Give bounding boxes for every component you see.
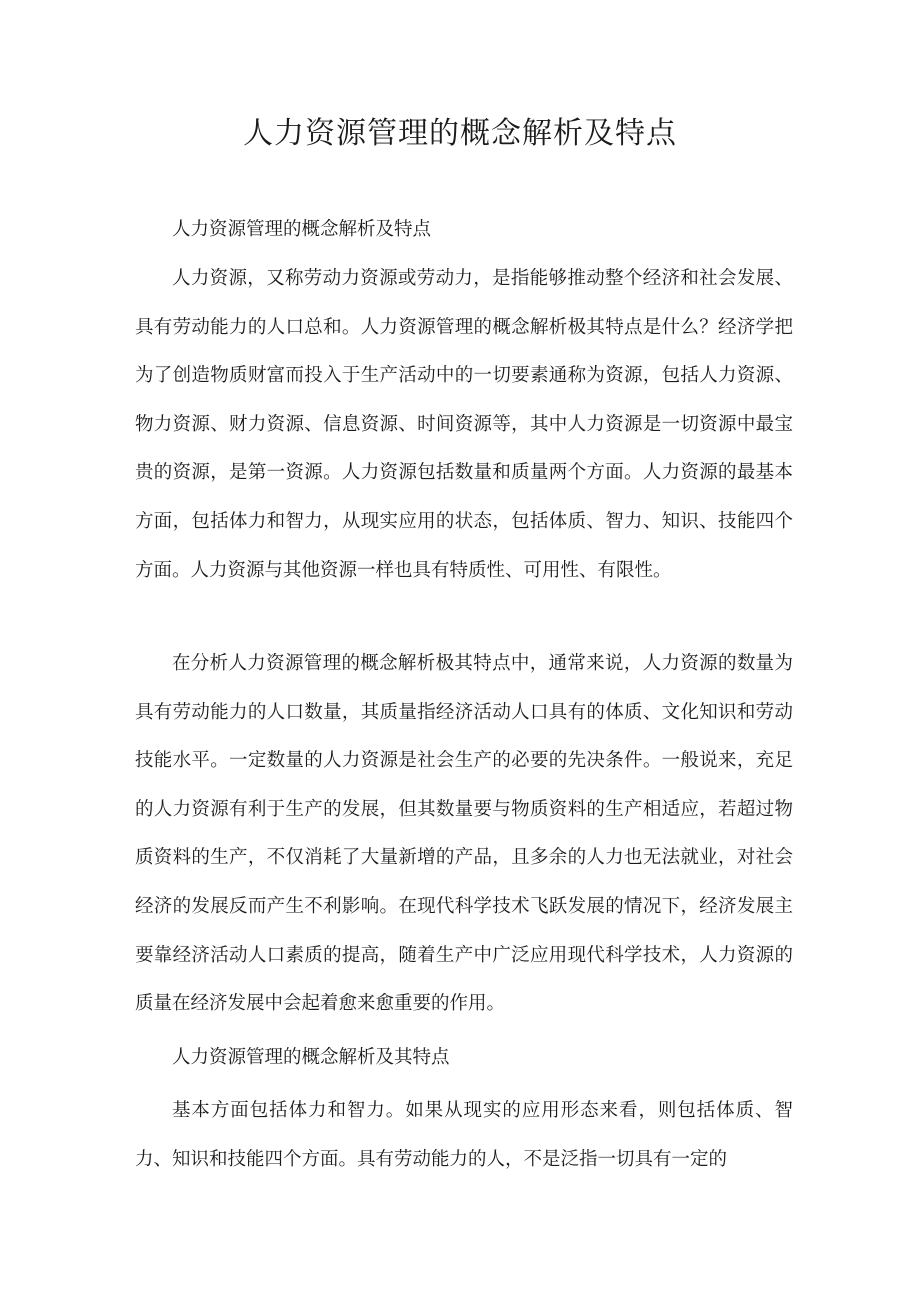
paragraph-3: 基本方面包括体力和智力。如果从现实的应用形态来看，则包括体质、智力、知识和技能四个方面。具有劳动能力的人，不是泛指一切具有一定的 — [135, 1100, 793, 1170]
paragraph-1: 人力资源，又称劳动力资源或劳动力，是指能够推动整个经济和社会发展、具有劳动能力的人口总和。人力资源管理的概念解析极其特点是什么？经济学把为了创造物质财富而投入于生产活动中的一切要素通称为资源，包括人力资源、物力资源、财力资源、信息资源、时间资源等，其中人力资源是一切资源中最宝贵的资源，是第一资源。人力资源包括数量和质量两个方面。人力资源的最基本方面，包括体力和智力，从现实应用的状态，包括体质、智力、知识、技能四个方面。人力资源与其他资源一样也具有特质性、可用性、有限性。 — [135, 268, 793, 581]
document-title: 人力资源管理的概念解析及特点 — [243, 116, 677, 151]
section-heading-1: 人力资源管理的概念解析及特点 — [172, 219, 432, 240]
paragraph-2: 在分析人力资源管理的概念解析极其特点中，通常来说，人力资源的数量为具有劳动能力的人口数量，其质量指经济活动人口具有的体质、文化知识和劳动技能水平。一定数量的人力资源是社会生产的必要的先决条件。一般说来，充足的人力资源有利于生产的发展，但其数量要与物质资料的生产相适应，若超过物质资料的生产，不仅消耗了大量新增的产品，且多余的人力也无法就业，对社会经济的发展反而产生不利影响。在现代科学技术飞跃发展的情况下，经济发展主要靠经济活动人口素质的提高，随着生产中广泛应用现代科学技术，人力资源的质量在经济发展中会起着愈来愈重要的作用。 — [135, 653, 793, 1015]
section-heading-2: 人力资源管理的概念解析及其特点 — [172, 1047, 450, 1068]
